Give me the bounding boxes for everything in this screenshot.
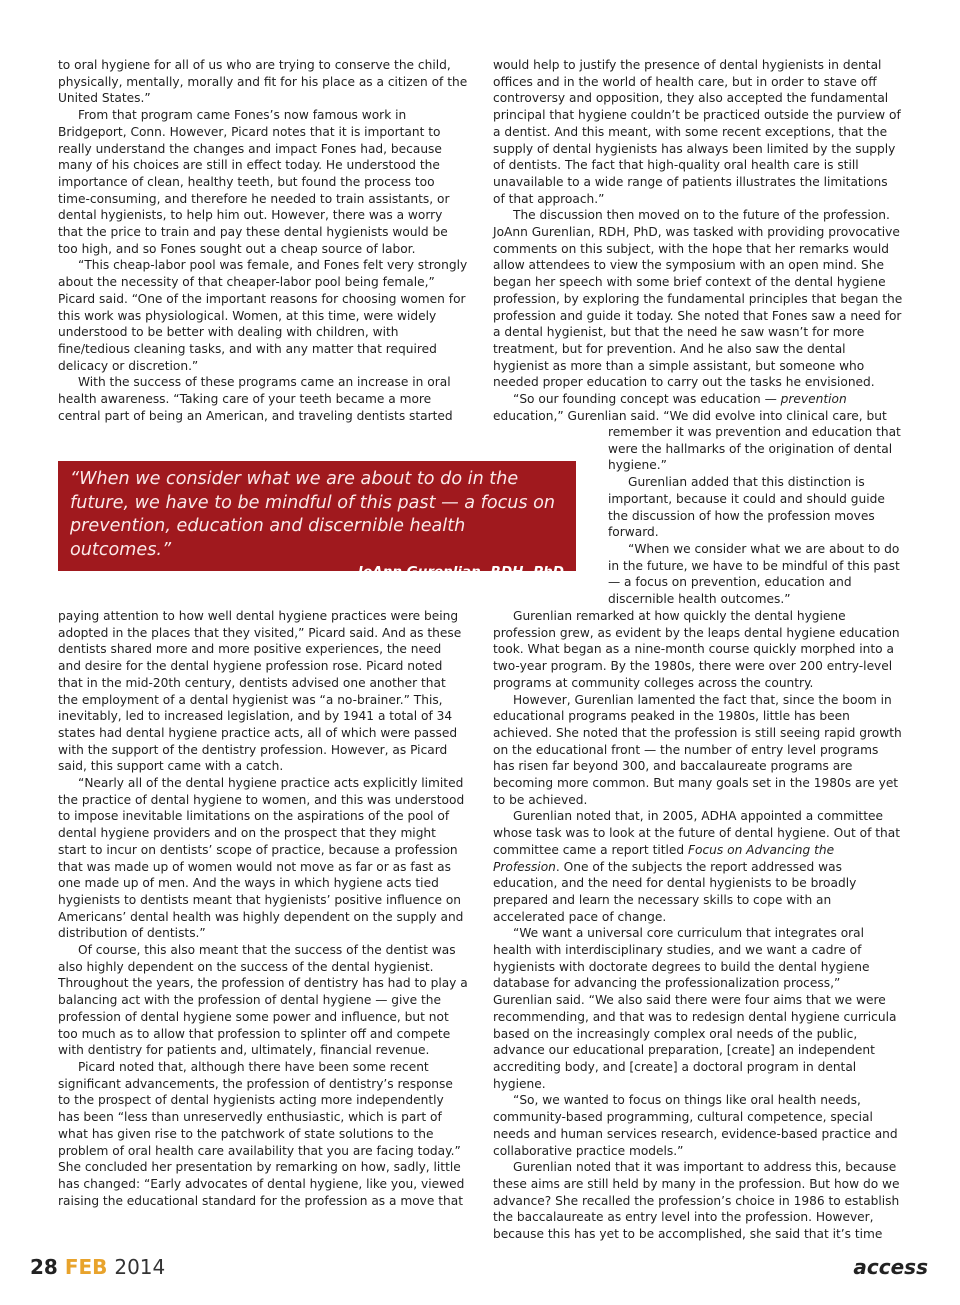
pull-quote bbox=[58, 461, 576, 580]
footer-page-info bbox=[30, 1255, 165, 1279]
right-bottom-paragraphs bbox=[493, 608, 903, 808]
paragraph: Of course, this also meant that the success of the dentist was also highly dependent on the success of the dental hygienist. Throughout the years, the profession of dentistry has had to play a balancing act with the profession of dental hygiene — give the profession of dental hygiene some power and influence, but not too much as to allow that profession to splinter off and compete with dentistry for patients and, ultimately, financial revenue. bbox=[58, 943, 468, 1058]
right-top-paragraphs bbox=[493, 57, 903, 391]
paragraph: “When we consider what we are about to do in the future, we have to be mindful of this past — a focus on prevention, education and discernible health outcomes.” bbox=[608, 541, 900, 607]
pull-quote-attribution: —JoAnn Gurenlian, RDH, PhD bbox=[344, 564, 564, 580]
paragraph: From that program came Fones’s now famous work in Bridgeport, Conn. However, Picard notes that it is important to really understand the changes and impact Fones had, because many of his choices are still in effect today. He understood the importance of clean, healthy teeth, but found the process too time-consuming, and therefore he needed to train assistants, or dental hygienists, to help him out. However, there was a worry that the price to train and pay these dental hygienists would be too high, and so Fones sought out a cheap source of labor. bbox=[58, 108, 450, 256]
paragraph: “Nearly all of the dental hygiene practice acts explicitly limited the practice of dental hygiene to women, and this was understood to impose inevitable limitations on the aspirations of the pool of dental hygiene providers and on the prospect that they might start to incur on dentists’ scope of practice, because a profession that was made up of women would not move as far or as fast as one made up of men. And the ways in which hygiene acts tied hygienists to dentists meant that hygienists’ positive influence on Americans’ dental health was highly dependent on the supply and distribution of dentists.” bbox=[58, 776, 465, 941]
issue-month: FEB bbox=[64, 1255, 108, 1279]
paragraph: Gurenlian remarked at how quickly the dental hygiene profession grew, as evident by the leaps dental hygiene education took. What began as a nine-month course quickly morphed into a two-year program. By the 1980s, there were over 200 entry-level programs at community colleges across the country. bbox=[493, 609, 900, 690]
paragraph: Gurenlian noted that, in 2005, ADHA appointed a committee whose task was to look at the future of dental hygiene. Out of that committee came a report titled Focus on Advancing the Profession. One of the subjects the report addressed was education, and the need for dental hygienists to be broadly prepared and learn the necessary skills to cope with an accelerated pace of change. bbox=[493, 809, 900, 924]
paragraph: Picard noted that, although there have been some recent significant advancements, the profession of dentistry’s response to the prospect of dental hygienists acting more independently has been “less than unreservedly enthusiastic, which is part of what has given rise to the patchwork of state solutions to the problem of oral health care availability that you are facing today.” She concluded her presentation by remarking on how, sadly, little has changed: “Early advocates of dental hygiene, like you, viewed raising the educational standard for the profession as a move that bbox=[58, 1059, 465, 1208]
right-column-top bbox=[493, 57, 903, 424]
pull-quote-text: “When we consider what we are about to do in the future, we have to be mindful of this past — a focus on prevention, education and discernible health outcomes.” bbox=[70, 469, 556, 560]
paragraph: paying attention to how well dental hygiene practices were being adopted in the places that they visited,” Picard said. And as these dentists shared more and more positive experiences, the need and desire for the dental hygiene profession rose. Picard noted that in the mid-20th century, dentists advised one another that the employment of a dental hygienist was “a no-brainer.” This, inevitably, led to increased legislation, and by 1941 a total of 34 states had dental hygiene practice acts, all of which were passed with the support of the dentistry profession. However, as Picard said, this support came with a catch. bbox=[58, 609, 462, 774]
paragraph: “So, we wanted to focus on things like oral health needs, community-based programming, cultural competence, special needs and human services research, evidence-based practice and collaborative practice models.” bbox=[493, 1093, 898, 1158]
paragraph: With the success of these programs came an increase in oral health awareness. “Taking care of your teeth became a more central part of being an American, and traveling dentists started bbox=[58, 375, 453, 423]
paragraph: “We want a universal core curriculum that integrates oral health with interdisciplinary studies, and we want a cadre of hygienists with doctorate degrees to build the dental hygiene database for advancing the professionalization process,” Gurenlian said. “We also said there were four aims that we were recommending, and that was to redesign dental hygiene curricula based on the increasingly complex oral needs of the public, advance our educational preparation, [create] an independent accrediting body, and [create] a doctoral program in dental hygiene. bbox=[493, 926, 897, 1091]
paragraph: Gurenlian added that this distinction is important, because it could and should guide the discussion of how the profession moves forward. bbox=[608, 475, 885, 540]
issue-year: 2014 bbox=[114, 1255, 166, 1279]
report-title: Focus on Advancing the Profession bbox=[493, 842, 835, 874]
paragraph: Gurenlian noted that it was important to address this, because these aims are still held by many in the profession. But how do we advance? She recalled the profession’s choice in 1986 to establish the baccalaureate as entry level into the profession. However, because this has yet to be accomplished, she said that it’s time bbox=[493, 1160, 900, 1242]
left-column-bottom bbox=[58, 608, 468, 1209]
right-column-narrow bbox=[608, 424, 903, 608]
magazine-name: access bbox=[853, 1255, 928, 1279]
paragraph: However, Gurenlian lamented the fact that, since the boom in educational programs peaked in the 1980s, little has been achieved. She noted that the profession is still seeing rapid growth on the educational front — the number of entry level programs has risen far beyond 300, and baccalaureate programs are becoming more common. But many goals set in the 1980s are yet to be achieved. bbox=[493, 692, 902, 807]
page-number: 28 bbox=[30, 1255, 58, 1279]
paragraph: would help to justify the presence of dental hygienists in dental offices and in the world of health care, but in order to stave off controversy and opposition, they also accepted the fundamental principal that hygiene couldn’t be practiced outside the purview of a dentist. And this meant, with some recent exceptions, that the supply of dental hygienists has always been limited by the supply of dentists. The fact that high-quality oral health care is still unavailable to a wide range of patients illustrates the limitations of that approach.” bbox=[493, 58, 901, 206]
paragraph: The discussion then moved on to the future of the profession. JoAnn Gurenlian, RDH, PhD, was tasked with providing provocative comments on this subject, with the hope that her remarks would allow attendees to view the symposium with an open mind. She began her speech with some brief context of the dental hygiene profession, by exploring the fundamental principles that began the profession and guide it today. She noted that Fones saw a need for a dental hygienist, but that the need he saw wasn’t for more treatment, but for prevention. And he also saw the dental hygienist as more than a simple assistant, but someone who needed proper education to carry out the tasks he envisioned. bbox=[493, 208, 903, 390]
right-bottom-paragraphs-2 bbox=[493, 925, 903, 1242]
left-column-top bbox=[58, 57, 468, 424]
right-column-bottom bbox=[493, 608, 903, 1243]
paragraph: remember it was prevention and education that were the hallmarks of the origination of dental hygiene.” bbox=[608, 425, 901, 473]
paragraph: to oral hygiene for all of us who are trying to conserve the child, physically, mentally, morally and fit for his place as a citizen of the United States.” bbox=[58, 58, 468, 106]
paragraph: “This cheap-labor pool was female, and Fones felt very strongly about the necessity of that cheaper-labor pool being female,” Picard said. “One of the important reasons for choosing women for this work was physiological. Women, at this time, were widely understood to be better with dealing with children, with fine/tedious cleaning tasks, and with any matter that required delicacy or discretion.” bbox=[58, 258, 468, 373]
paragraph: “So our founding concept was education — prevention education,” Gurenlian said. “We did evolve into clinical care, but bbox=[493, 392, 887, 423]
